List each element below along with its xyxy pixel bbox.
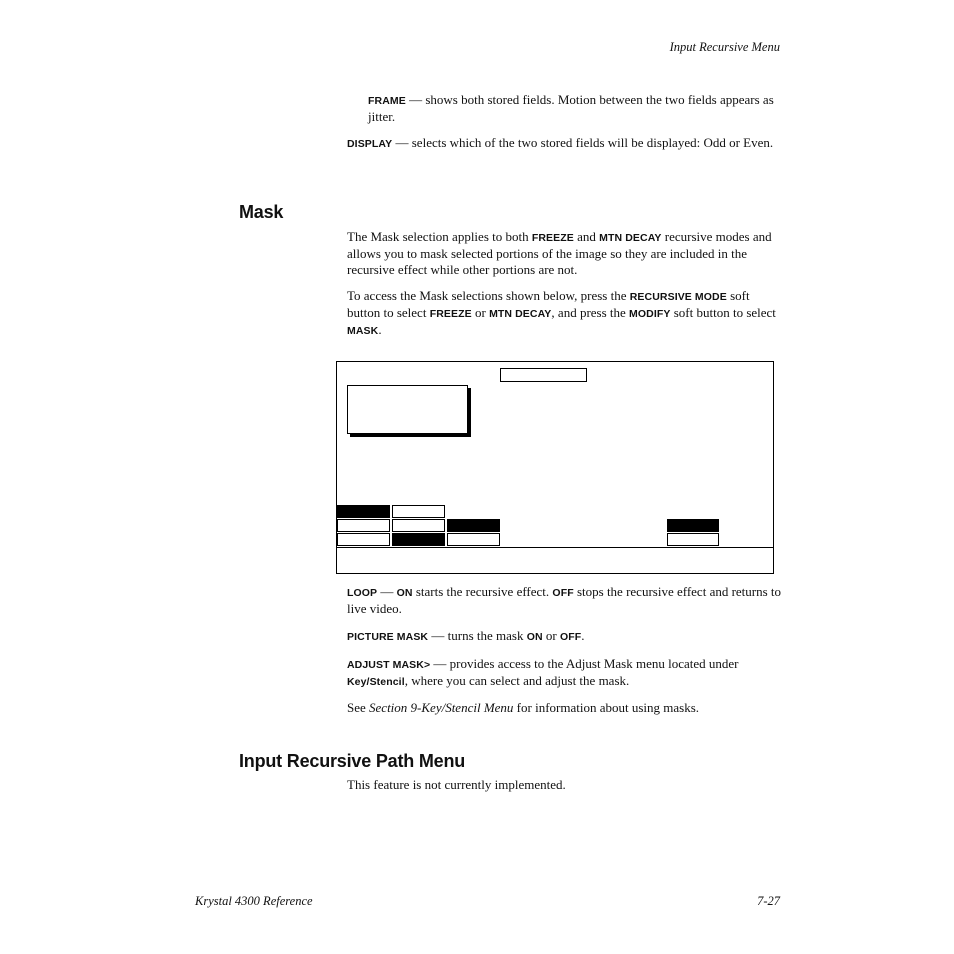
text-run: , and press the <box>551 305 630 320</box>
soft-button <box>392 533 445 546</box>
frame-text: — shows both stored fields. Motion between the two fields appears as jitter. <box>368 92 774 124</box>
footer-title: Krystal 4300 Reference <box>195 894 313 908</box>
text-run: starts the recursive effect. <box>412 584 553 599</box>
display-text: — selects which of the two stored fields will be displayed: Odd or Even. <box>392 135 774 150</box>
text-run: for information about using masks. <box>513 700 700 715</box>
text-run: soft button to select <box>347 288 750 320</box>
soft-button <box>337 519 390 532</box>
keyword-mask: MASK <box>347 325 379 337</box>
display-keyword: DISPLAY <box>347 138 393 150</box>
soft-button <box>337 533 390 546</box>
text-run: , where you can select and adjust the mask. <box>404 673 630 688</box>
text-run: To access the Mask selections shown below, press the <box>347 288 630 303</box>
keyword-picture-mask: PICTURE MASK <box>347 631 429 643</box>
path-menu-text: This feature is not currently implemented. <box>347 777 566 792</box>
text-run: recursive modes and allows you to mask selected portions of the image so they are included in the recursive effect while other portions are not. <box>347 229 772 277</box>
text-run: — turns the mask <box>428 628 527 643</box>
soft-button <box>667 519 719 532</box>
soft-button <box>447 519 500 532</box>
keyword-key-stencil: Key/Stencil <box>347 676 405 688</box>
menu-title-box <box>500 368 587 382</box>
display-definition <box>347 135 783 152</box>
soft-button <box>667 533 719 546</box>
see-also-paragraph <box>347 700 783 716</box>
soft-button <box>447 533 500 546</box>
text-run: . <box>378 322 382 337</box>
text-run: and <box>573 229 600 244</box>
text-run: or <box>542 628 560 643</box>
keyword-modify: MODIFY <box>629 308 671 320</box>
status-bar-divider <box>337 547 773 548</box>
page-number: 7-27 <box>757 894 780 908</box>
text-run: soft button to select <box>670 305 776 320</box>
text-run: or <box>471 305 490 320</box>
keyword-mtn-decay: MTN DECAY <box>489 308 552 320</box>
text-run: See <box>347 700 370 715</box>
path-menu-heading: Input Recursive Path Menu <box>239 751 466 771</box>
popup-panel <box>347 385 468 434</box>
text-run: — provides access to the Adjust Mask menu located under <box>430 656 739 671</box>
adjust-mask-definition <box>347 656 783 690</box>
keyword-off: OFF <box>552 587 574 599</box>
keyword-recursive-mode: RECURSIVE MODE <box>629 291 727 303</box>
keyword-freeze: FREEZE <box>429 308 472 320</box>
mask-access-paragraph <box>347 288 783 339</box>
menu-screen-diagram <box>336 361 774 574</box>
keyword-freeze: FREEZE <box>531 232 574 244</box>
frame-keyword: FRAME <box>368 95 406 107</box>
loop-definition <box>347 584 783 617</box>
keyword-on: ON <box>526 631 543 643</box>
picture-mask-definition <box>347 628 783 645</box>
mask-heading: Mask <box>239 202 284 222</box>
mask-intro-paragraph <box>347 229 783 278</box>
soft-button <box>392 519 445 532</box>
keyword-mtn-decay: MTN DECAY <box>599 232 662 244</box>
keyword-off: OFF <box>560 631 582 643</box>
frame-definition <box>368 92 788 125</box>
section-reference: Section 9-Key/Stencil Menu <box>369 700 514 715</box>
keyword-loop: LOOP <box>347 587 378 599</box>
text-run: . <box>581 628 585 643</box>
soft-button <box>337 505 390 518</box>
soft-button <box>392 505 445 518</box>
text-run: — <box>377 584 397 599</box>
keyword-adjust-mask: ADJUST MASK> <box>347 659 431 671</box>
running-header: Input Recursive Menu <box>669 40 780 54</box>
keyword-on: ON <box>396 587 413 599</box>
text-run: The Mask selection applies to both <box>347 229 532 244</box>
text-run: stops the recursive effect and returns to live video. <box>347 584 782 616</box>
